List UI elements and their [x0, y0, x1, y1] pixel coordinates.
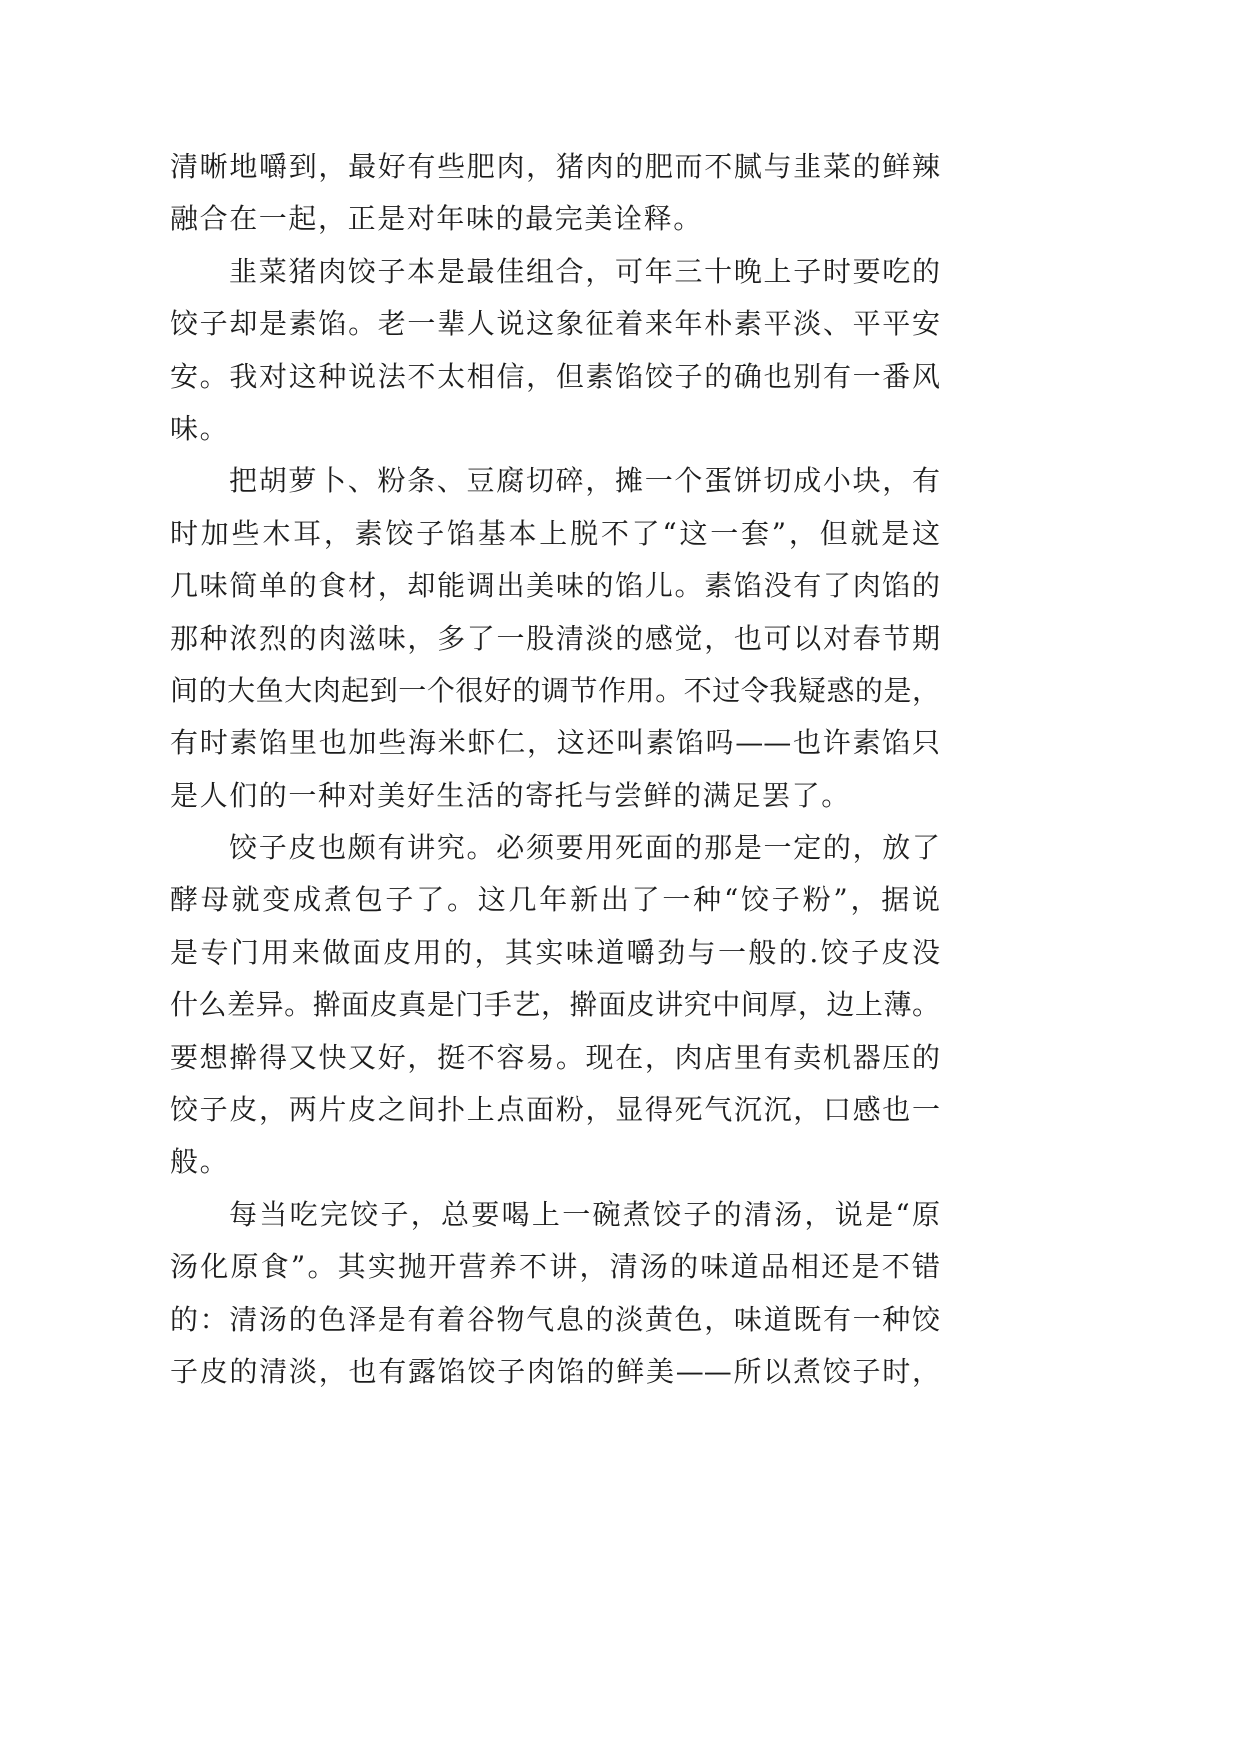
text-line: 有时素馅里也加些海米虾仁，这还叫素馅吗——也许素馅只 [170, 726, 940, 760]
text-line: 是人们的一种对美好生活的寄托与尝鲜的满足罢了。 [170, 778, 851, 812]
text-line: 饺子皮也颇有讲究。必须要用死面的那是一定的，放了 [229, 831, 940, 865]
text-line: 的：清汤的色泽是有着谷物气息的淡黄色，味道既有一种饺 [170, 1302, 940, 1336]
text-line: 韭菜猪肉饺子本是最佳组合，可年三十晚上子时要吃的 [229, 254, 940, 288]
paragraph [170, 455, 940, 822]
text-line: 般。 [170, 1145, 230, 1179]
text-line: 每当吃完饺子，总要喝上一碗煮饺子的清汤，说是“原 [229, 1197, 940, 1231]
text-line: 几味简单的食材，却能调出美味的馅儿。素馅没有了肉馅的 [170, 569, 940, 603]
text-line: 什么差异。擀面皮真是门手艺，擀面皮讲究中间厚，边上薄。 [170, 988, 940, 1022]
text-line: 时加些木耳，素饺子馅基本上脱不了“这一套”，但就是这 [170, 516, 940, 550]
text-line: 味。 [170, 411, 230, 445]
text-line: 间的大鱼大肉起到一个很好的调节作用。不过令我疑惑的是， [170, 673, 940, 707]
text-line: 融合在一起，正是对年味的最完美诠释。 [170, 202, 703, 236]
text-line: 汤化原食”。其实抛开营养不讲，清汤的味道品相还是不错 [170, 1250, 940, 1284]
text-line: 清晰地嚼到，最好有些肥肉，猪肉的肥而不腻与韭菜的鲜辣 [170, 150, 940, 183]
text-line: 把胡萝卜、粉条、豆腐切碎，摊一个蛋饼切成小块，有 [229, 464, 940, 498]
text-line: 是专门用来做面皮用的，其实味道嚼劲与一般的.饺子皮没 [170, 935, 940, 969]
body-text [170, 141, 940, 1398]
paragraph [170, 1189, 940, 1399]
paragraph [170, 822, 940, 1189]
text-line: 酵母就变成煮包子了。这几年新出了一种“饺子粉”，据说 [170, 883, 940, 917]
paragraph [170, 141, 940, 246]
text-line: 饺子皮，两片皮之间扑上点面粉，显得死气沉沉，口感也一 [170, 1093, 940, 1127]
text-line: 安。我对这种说法不太相信，但素馅饺子的确也别有一番风 [170, 359, 940, 393]
text-line: 饺子却是素馅。老一辈人说这象征着来年朴素平淡、平平安 [170, 307, 940, 341]
paragraph [170, 246, 940, 456]
text-line: 那种浓烈的肉滋味，多了一股清淡的感觉，也可以对春节期 [170, 621, 940, 655]
text-line: 要想擀得又快又好，挺不容易。现在，肉店里有卖机器压的 [170, 1040, 940, 1074]
text-line: 子皮的清淡，也有露馅饺子肉馅的鲜美——所以煮饺子时， [170, 1354, 940, 1388]
